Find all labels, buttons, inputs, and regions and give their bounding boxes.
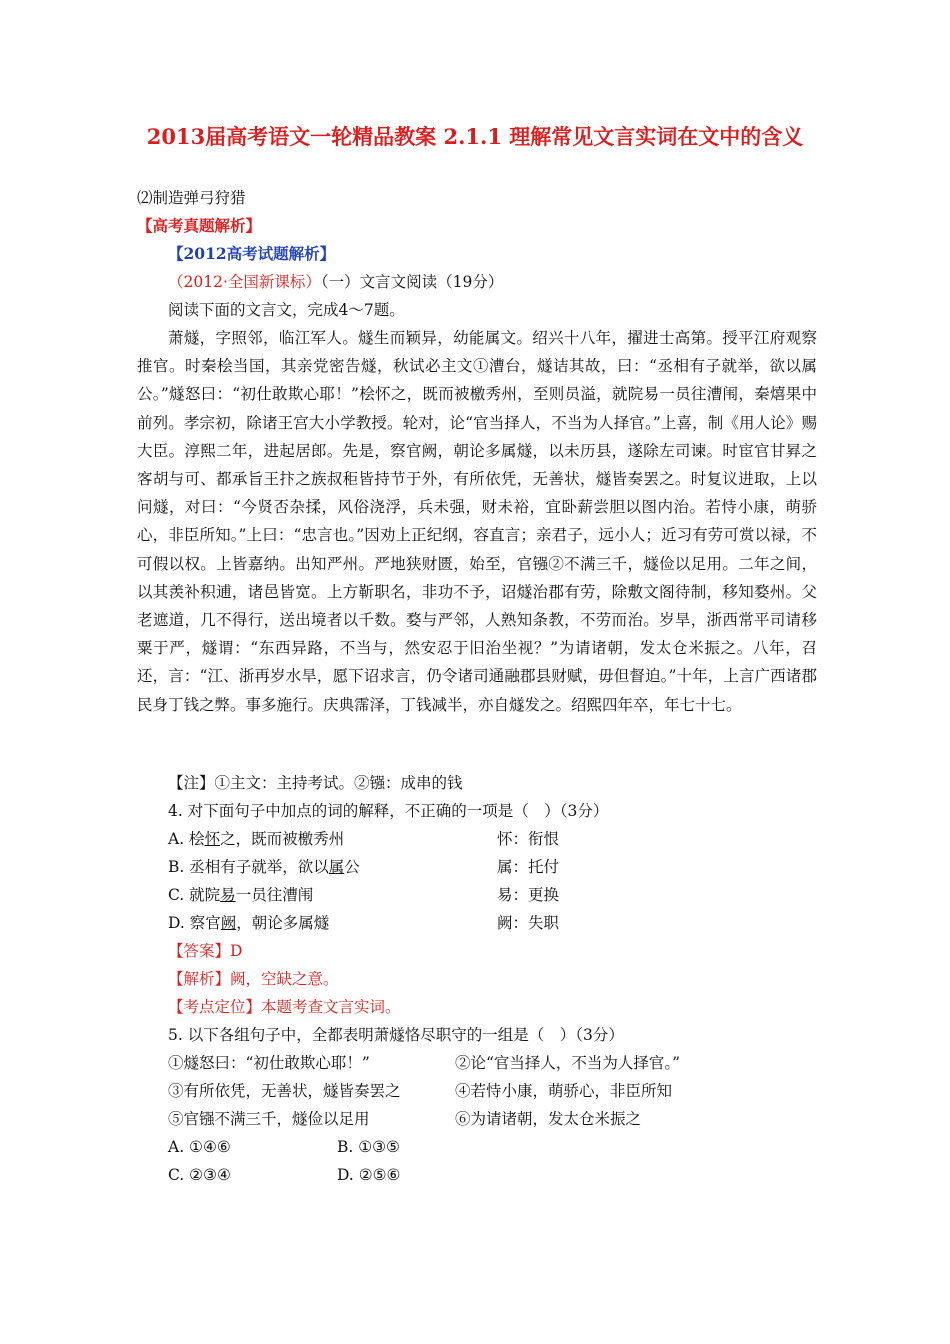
- q4-focus: 【考点定位】本题考查文言实词。: [168, 998, 401, 1016]
- q4-option-b: [168, 857, 360, 877]
- q4-analysis: 【解析】阙，空缺之意。: [168, 970, 339, 988]
- q4-gloss-b: 属：托付: [497, 858, 560, 876]
- source-line: [168, 272, 503, 292]
- option-text: 一员往漕闱: [235, 886, 314, 904]
- q4-gloss-c: 易：更换: [497, 886, 560, 904]
- note: 【注】①主文：主持考试。②镪：成串的钱: [168, 774, 463, 792]
- option-key-word: 易: [220, 886, 236, 904]
- q5-choice-d: D. ②⑤⑥: [337, 1166, 401, 1184]
- option-text: D. 察官: [168, 914, 221, 932]
- q5-item: ③有所依凭，无善状，燧皆奏罢之: [168, 1082, 401, 1100]
- q4-option-a: [168, 829, 344, 849]
- q5-stem: 5. 以下各组句子中，全都表明萧燧恪尽职守的一组是（ ）（3分）: [168, 1026, 624, 1044]
- section-header: 【高考真题解析】: [137, 216, 262, 235]
- option-text: ，朝论多属燧: [236, 914, 330, 932]
- option-text: 之，既而被檄秀州: [220, 830, 345, 848]
- q4-option-d: [168, 913, 329, 933]
- q5-item: ②论“官当择人，不当为人择官。”: [455, 1054, 681, 1072]
- passage: 萧燧，字照邻，临江军人。燧生而颖异，幼能属文。绍兴十八年，擢进士高第。授平江府观察推官。时秦桧当国，其亲党密告燧，秋试必主文①漕台，燧诘其故，曰：“丞相有子就举，欲以属公。”燧怒曰：“初仕敢欺心耶！”桧怀之，既而被檄秀州，至则员溢，就院易一员往漕闱，秦熺果中前列。孝宗初，除诸王宫大小学教授。轮对，论“官当择人，不当为人择官。”上喜，制《用人论》赐大臣。淳熙二年，进起居郎。先是，察官阙，朝论多属燧，以未历县，遂除左司谏。时宦官甘昪之客胡与可、都承旨王抃之族叔秬皆持节于外，有所依凭，无善状，燧皆奏罢之。时复议进取，上以问燧，对曰：“今贤否杂揉，风俗浇浮，兵未强，财未裕，宜卧薪尝胆以图内治。若恃小康，萌骄心，非臣所知。”上曰：“忠言也。”因劝上正纪纲，容直言；亲君子，远小人；近习有劳可赏以禄，不可假以权。上皆嘉纳。出知严州。严地狭财匮，始至，官镪②不满三千，燧俭以足用。二年之间，以其羡补积逋，诸邑皆宽。上方靳职名，非功不予，诏燧治郡有劳，除敷文阁待制，移知婺州。父老遮道，几不得行，送出境者以千数。婺与严邻，人熟知条教，不劳而治。岁旱，浙西常平司请移粟于严，燧谓：“东西异路，不当与，然安忍于旧治坐视？”为请诸朝，发太仓米振之。八年，召还，言：“江、浙再岁水旱，愿下诏求言，仍令诸司通融郡县财赋，毋但督迫。”十年，上言广西诸郡民身丁钱之弊。事多施行。庆典霈泽，丁钱减半，亦自燧发之。绍熙四年卒，年七十七。: [137, 329, 817, 714]
- option-text: B. 丞相有子就举，欲以: [168, 858, 329, 876]
- option-text: C. 就院: [168, 886, 221, 904]
- q4-stem: 4. 对下面句子中加点的词的解释，不正确的一项是（ ）（3分）: [168, 802, 609, 820]
- sub-header: 【2012高考试题解析】: [168, 244, 336, 263]
- q5-item: ①燧怒曰：“初仕敢欺心耶！”: [168, 1054, 370, 1072]
- source-text: （一）文言文阅读（19分）: [320, 273, 504, 291]
- option-text: A. 桧: [168, 830, 205, 848]
- instruction: 阅读下面的文言文，完成4～7题。: [168, 301, 405, 319]
- q5-choice-b: B. ①③⑤: [337, 1138, 400, 1156]
- q4-answer: 【答案】D: [168, 942, 243, 960]
- q5-choice-c: C. ②③④: [168, 1166, 231, 1184]
- subtitle-line: ⑵制造弹弓狩猎: [137, 189, 246, 207]
- q5-item: ④若恃小康，萌骄心，非臣所知: [455, 1082, 673, 1100]
- option-key-word: 属: [328, 858, 345, 876]
- q5-item: ⑥为请诸朝，发太仓米振之: [455, 1110, 642, 1128]
- option-key-word: 怀: [204, 830, 221, 848]
- q4-gloss-a: 怀：衔恨: [497, 830, 560, 848]
- q5-choice-a: A. ①④⑥: [168, 1138, 231, 1156]
- option-key-word: 阙: [220, 914, 237, 932]
- option-text: 公: [344, 858, 360, 876]
- q4-gloss-d: 阙：失职: [497, 914, 560, 932]
- source-tag: （2012·全国新课标）: [168, 273, 321, 291]
- q4-option-c: [168, 885, 313, 905]
- document-title: 2013届高考语文一轮精品教案 2.1.1 理解常见文言实词在文中的含义: [146, 124, 804, 149]
- q5-item: ⑤官镪不满三千，燧俭以足用: [168, 1110, 370, 1128]
